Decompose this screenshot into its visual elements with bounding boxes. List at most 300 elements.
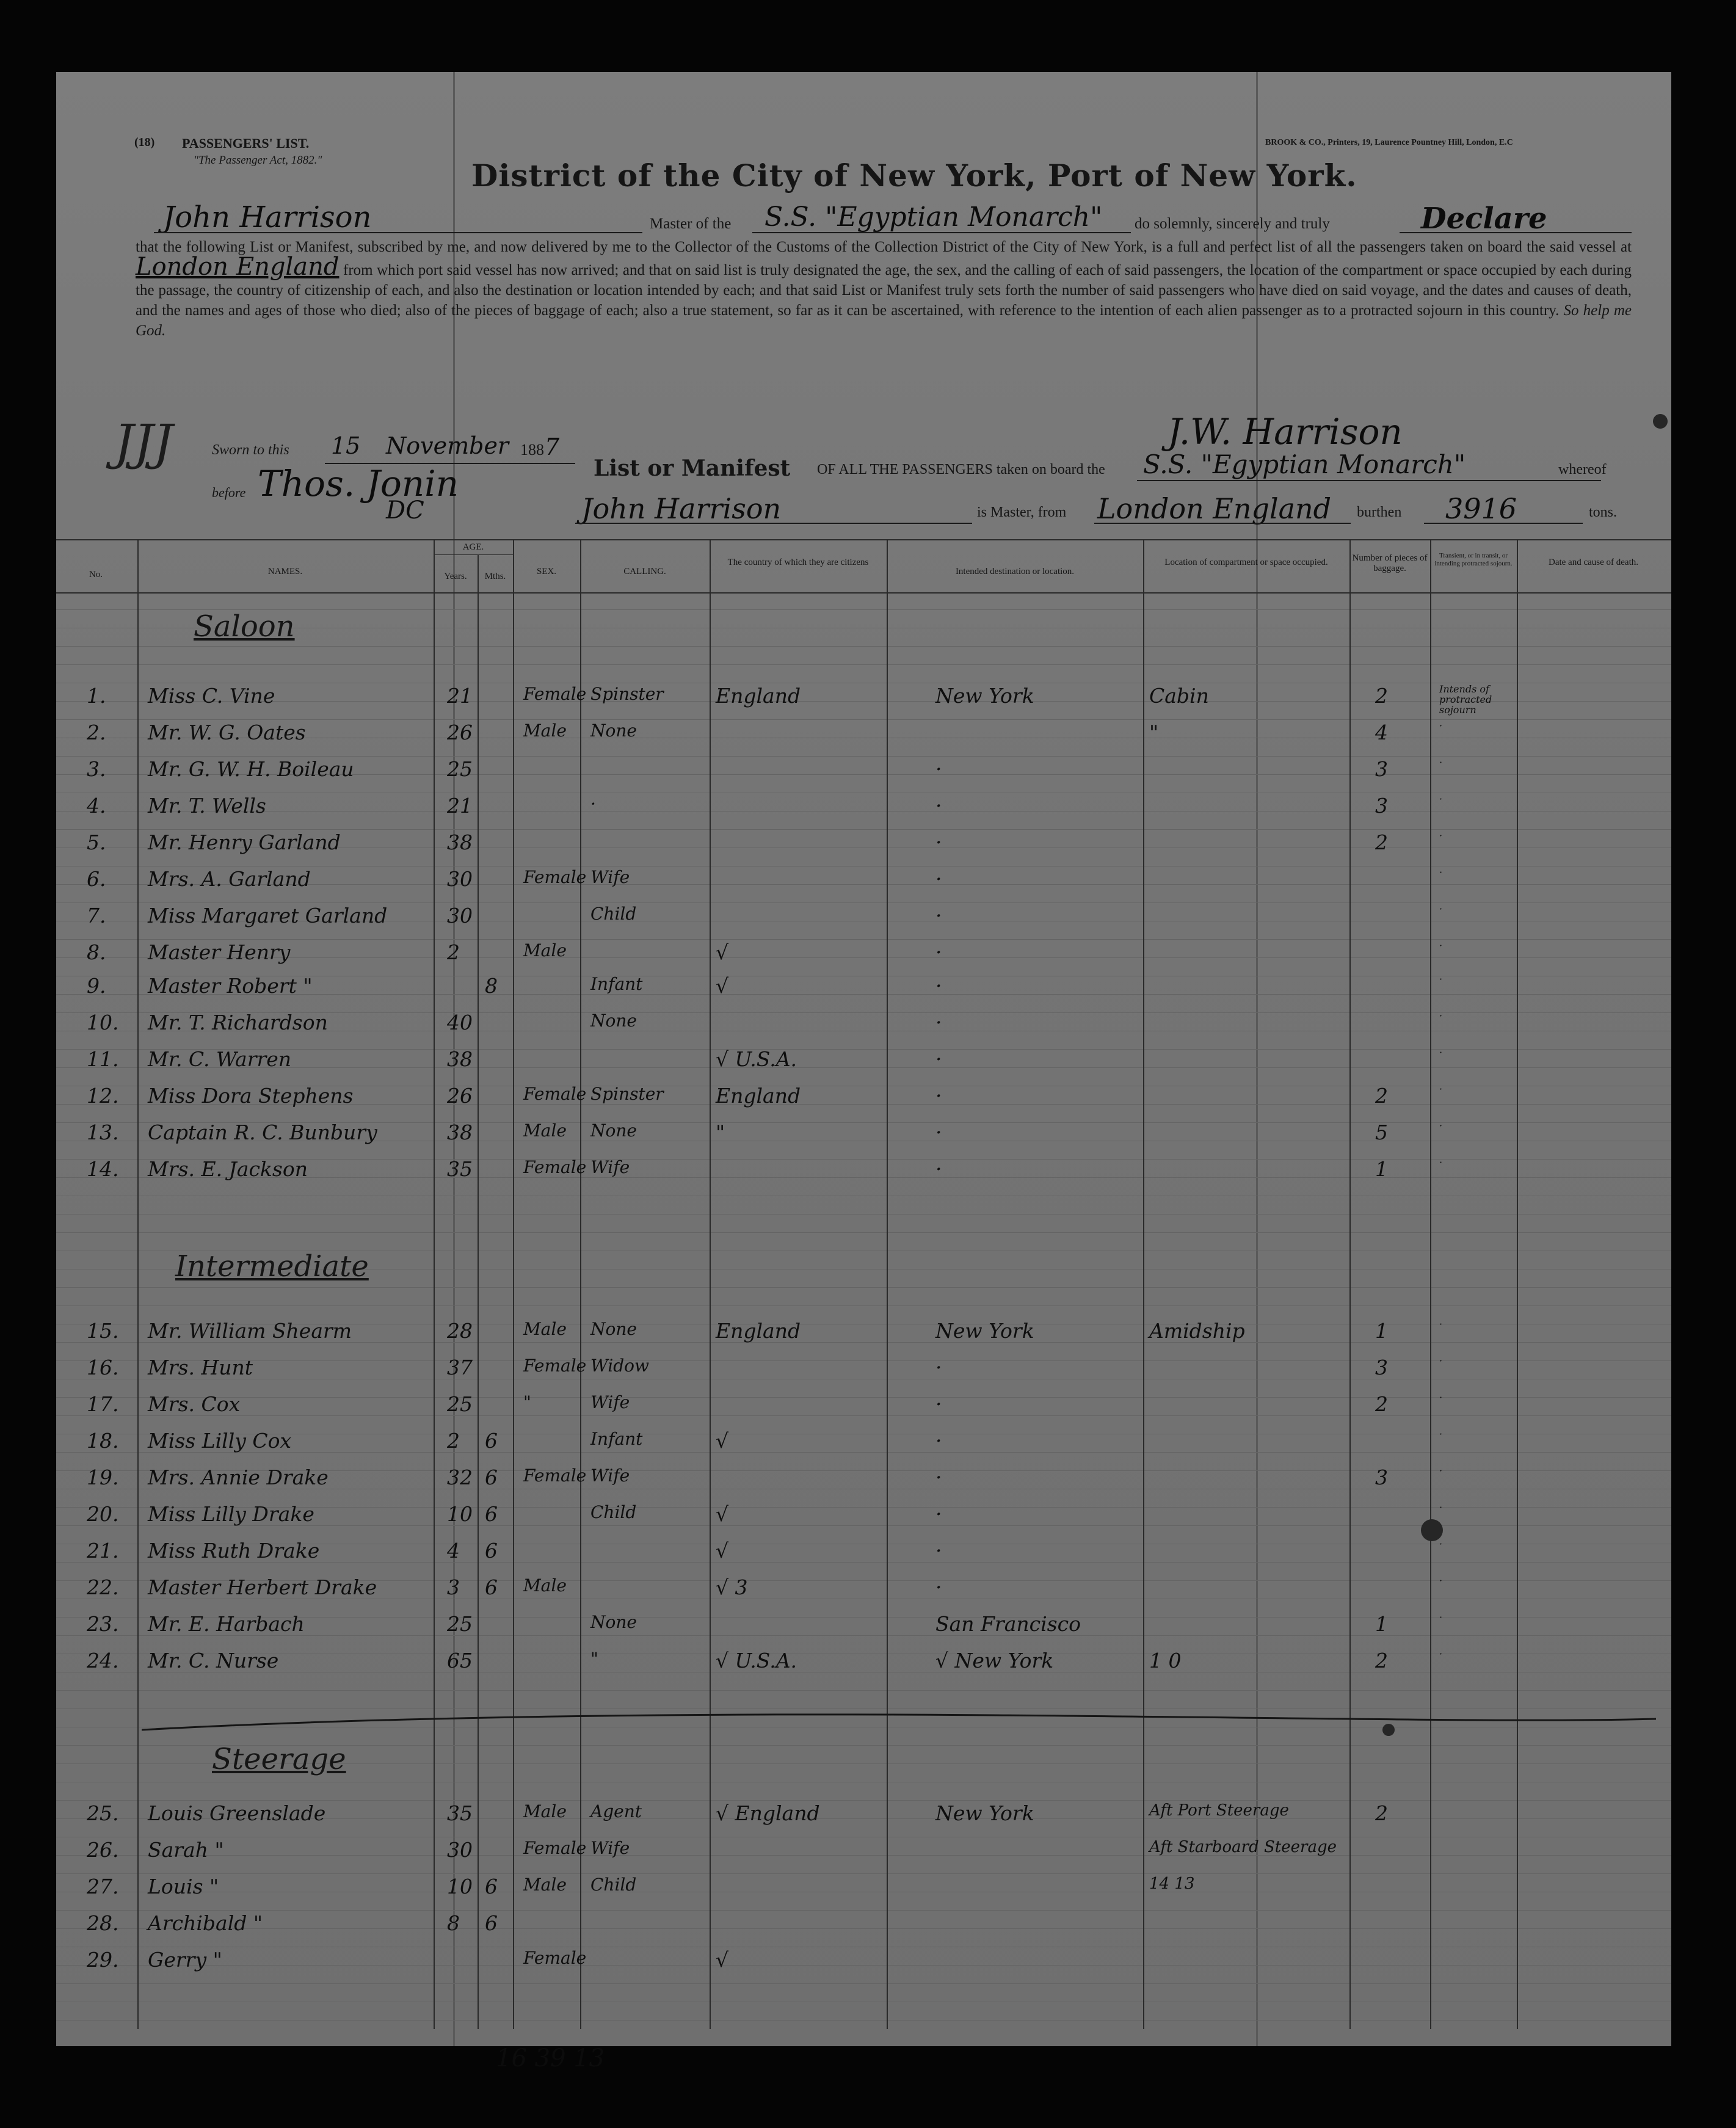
passenger-name: Mr. William Shearm <box>148 1319 352 1343</box>
calling: Agent <box>590 1801 642 1821</box>
age-years: 2 <box>447 1429 460 1453</box>
citizenship: England <box>716 1084 801 1108</box>
section-saloon: Saloon <box>194 609 295 644</box>
row-number: 17. <box>87 1392 119 1416</box>
passenger-name: Miss Lilly Drake <box>148 1502 314 1526</box>
baggage-count: 2 <box>1375 1801 1388 1825</box>
destination: · <box>935 830 942 854</box>
transient-note: · <box>1439 1538 1443 1550</box>
col-years: Years. <box>444 572 467 581</box>
passenger-act: "The Passenger Act, 1882." <box>194 154 322 167</box>
calling: Wife <box>590 1392 630 1412</box>
fold-line <box>1256 72 1258 2046</box>
sex: Male <box>523 1801 567 1821</box>
row-number: 16. <box>87 1356 119 1379</box>
row-number: 12. <box>87 1084 119 1108</box>
destination: New York <box>935 1801 1034 1825</box>
row-number: 22. <box>87 1575 119 1599</box>
destination: · <box>935 757 942 781</box>
officer-signature: Thos. Jonin <box>258 463 459 504</box>
calling: " <box>590 1649 598 1669</box>
row-number: 6. <box>87 867 106 891</box>
separator-stroke <box>142 1712 1668 1736</box>
calling: Infant <box>590 974 643 994</box>
citizenship: England <box>716 1319 801 1343</box>
transient-note: · <box>1439 1465 1443 1476</box>
transient-note: · <box>1439 1648 1443 1660</box>
age-years: 35 <box>447 1157 473 1181</box>
destination: · <box>935 940 942 964</box>
age-years: 10 <box>447 1502 473 1526</box>
baggage-count: 2 <box>1375 684 1388 708</box>
tons-label: tons. <box>1589 504 1618 520</box>
calling: Wife <box>590 1465 630 1486</box>
destination: · <box>935 1502 942 1526</box>
transient-note: · <box>1439 1010 1443 1022</box>
transient-note: · <box>1439 1502 1443 1513</box>
age-years: 21 <box>447 684 473 708</box>
compartment: 1 0 <box>1149 1649 1182 1672</box>
citizenship: √ <box>716 1948 729 1972</box>
transient-note: · <box>1439 973 1443 985</box>
ruled-line <box>56 1800 1671 1801</box>
baggage-count: 5 <box>1375 1120 1388 1144</box>
row-number: 13. <box>87 1120 119 1144</box>
sex: Female <box>523 1838 587 1858</box>
fill-line <box>1424 523 1583 524</box>
ruled-line <box>56 1873 1671 1874</box>
row-number: 27. <box>87 1875 119 1898</box>
age-years: 3 <box>447 1575 460 1599</box>
row-number: 25. <box>87 1801 119 1825</box>
calling: None <box>590 1319 637 1339</box>
transient-note: · <box>1439 1611 1443 1623</box>
age-years: 10 <box>447 1875 473 1898</box>
citizenship: √ <box>716 1539 729 1563</box>
transient-note: · <box>1439 1355 1443 1367</box>
column-divider <box>137 539 139 2029</box>
column-divider <box>1430 539 1431 2029</box>
passenger-name: Mr. E. Harbach <box>148 1612 305 1636</box>
passenger-name: Miss C. Vine <box>148 684 275 708</box>
age-months: 6 <box>485 1539 498 1563</box>
transient-note: · <box>1439 757 1443 768</box>
officer-suffix: DC <box>386 496 424 525</box>
printer-line: BROOK & CO., Printers, 19, Laurence Pountney Hill, London, E.C <box>1265 138 1513 147</box>
ruled-line <box>56 902 1671 903</box>
passenger-name: Miss Dora Stephens <box>148 1084 354 1108</box>
is-master-from: is Master, from <box>977 504 1067 520</box>
col-age: AGE. <box>462 542 484 552</box>
calling: None <box>590 721 637 741</box>
age-months: 6 <box>485 1911 498 1935</box>
citizenship: √ 3 <box>716 1575 748 1599</box>
col-transient: Transient, or in transit, or intending protracted sojourn. <box>1434 552 1513 567</box>
ship-name: S.S. "Egyptian Monarch" <box>764 202 1103 233</box>
compartment: Aft Starboard Steerage <box>1149 1838 1337 1856</box>
citizenship: √ U.S.A. <box>716 1649 797 1672</box>
ruled-line <box>56 1690 1671 1691</box>
ruled-line <box>56 1232 1671 1233</box>
age-years: 2 <box>447 940 460 964</box>
row-number: 19. <box>87 1465 119 1489</box>
calling: Child <box>590 1502 637 1522</box>
row-number: 7. <box>87 904 106 928</box>
col-mths: Mths. <box>484 572 506 581</box>
sworn-label: Sworn to this <box>212 442 289 458</box>
col-names: NAMES. <box>267 567 303 576</box>
destination: · <box>935 1120 942 1144</box>
calling: Wife <box>590 867 630 887</box>
so-help-me-god: So help me God. <box>136 302 1632 339</box>
ruled-line <box>56 829 1671 830</box>
row-number: 14. <box>87 1157 119 1181</box>
sworn-year-prefix: 188 <box>520 441 544 459</box>
sex: Male <box>523 1120 567 1141</box>
row-number: 2. <box>87 721 106 744</box>
destination: · <box>935 1392 942 1416</box>
citizenship: England <box>716 684 801 708</box>
ruled-line <box>56 1397 1671 1398</box>
whereof: whereof <box>1558 462 1607 478</box>
row-number: 21. <box>87 1539 119 1563</box>
passenger-name: Gerry " <box>148 1948 222 1972</box>
row-number: 20. <box>87 1502 119 1526</box>
age-years: 38 <box>447 830 473 854</box>
declare-word: Declare <box>1421 202 1547 236</box>
calling: None <box>590 1612 637 1632</box>
transient-note: · <box>1439 1318 1443 1330</box>
passenger-name: Mrs. Hunt <box>148 1356 253 1379</box>
passenger-name: Archibald " <box>148 1911 263 1935</box>
calling: Spinster <box>590 1084 664 1104</box>
calling: Widow <box>590 1356 649 1376</box>
ruled-line <box>56 2020 1671 2021</box>
ruled-line <box>56 701 1671 702</box>
citizenship: √ <box>716 1429 729 1453</box>
destination: · <box>935 1084 942 1108</box>
col-baggage: Number of pieces of baggage. <box>1352 553 1428 573</box>
row-number: 29. <box>87 1948 119 1972</box>
age-subheader-rule <box>434 554 513 555</box>
age-months: 6 <box>485 1575 498 1599</box>
col-death: Date and cause of death. <box>1548 557 1638 567</box>
burthen-label: burthen <box>1357 504 1402 520</box>
manifest-sheet <box>56 72 1671 2072</box>
destination: · <box>935 1575 942 1599</box>
transient-note: · <box>1439 1157 1443 1168</box>
ruled-line <box>56 811 1671 812</box>
baggage-count: 2 <box>1375 1392 1388 1416</box>
baggage-count: 2 <box>1375 830 1388 854</box>
fill-line <box>1094 523 1351 524</box>
calling: Infant <box>590 1429 643 1449</box>
passenger-name: Master Henry <box>148 940 291 964</box>
fill-line <box>1400 232 1632 233</box>
destination: · <box>935 1047 942 1071</box>
age-years: 26 <box>447 721 473 744</box>
destination: · <box>935 1011 942 1034</box>
sex: Female <box>523 867 587 887</box>
fill-line <box>575 523 972 524</box>
destination: · <box>935 1465 942 1489</box>
age-years: 32 <box>447 1465 473 1489</box>
row-number: 9. <box>87 974 106 998</box>
row-number: 10. <box>87 1011 119 1034</box>
baggage-count: 3 <box>1375 1356 1388 1379</box>
ink-blot <box>1421 1519 1443 1541</box>
district-title: District of the City of New York, Port of New York. <box>471 158 1357 194</box>
manifest-master: John Harrison <box>581 492 782 525</box>
ruled-line <box>56 1049 1671 1050</box>
age-years: 25 <box>447 1392 473 1416</box>
notary-initials: JJJ <box>114 414 173 471</box>
transient-note: · <box>1439 1047 1443 1058</box>
citizenship: √ England <box>716 1801 820 1825</box>
baggage-count: 4 <box>1375 721 1388 744</box>
calling: Child <box>590 1875 637 1895</box>
row-number: 5. <box>87 830 106 854</box>
citizenship: " <box>716 1120 725 1144</box>
destination: New York <box>935 1319 1034 1343</box>
destination: √ New York <box>935 1649 1054 1672</box>
row-number: 26. <box>87 1838 119 1862</box>
transient-note: · <box>1439 1575 1443 1586</box>
row-number: 18. <box>87 1429 119 1453</box>
row-number: 4. <box>87 794 106 818</box>
row-number: 11. <box>87 1047 119 1071</box>
manifest-text: OF ALL THE PASSENGERS taken on board the <box>817 462 1105 478</box>
calling: Child <box>590 904 637 924</box>
destination: · <box>935 794 942 818</box>
age-years: 4 <box>447 1539 460 1563</box>
passenger-name: Mr. W. G. Oates <box>148 721 306 744</box>
age-years: 38 <box>447 1120 473 1144</box>
transient-note: · <box>1439 793 1443 805</box>
passenger-name: Mrs. Annie Drake <box>148 1465 329 1489</box>
form-number: (18) <box>134 136 155 149</box>
sex: Female <box>523 1356 587 1376</box>
manifest-ship: S.S. "Egyptian Monarch" <box>1143 449 1466 479</box>
citizenship: √ <box>716 974 729 998</box>
declaration-text-3: that the following List or Manifest, subscribed by me, and now delivered by me to the Collector of the Customs of the Collection District of the City of New York, is a full and perfect list of all the passengers taken on board the said vessel at <box>136 239 1632 255</box>
ruled-line <box>56 664 1671 665</box>
transient-note: Intends of protracted sojourn <box>1439 683 1492 716</box>
ruled-line <box>56 1305 1671 1306</box>
destination: · <box>935 867 942 891</box>
row-number: 28. <box>87 1911 119 1935</box>
ruled-line <box>56 957 1671 958</box>
sex: Female <box>523 684 587 704</box>
col-location: Location of compartment or space occupied. <box>1164 557 1328 567</box>
baggage-count: 1 <box>1375 1157 1388 1181</box>
section-intermediate: Intermediate <box>175 1249 369 1284</box>
ruled-line <box>56 719 1671 720</box>
ruled-line <box>56 1360 1671 1361</box>
baggage-count: 2 <box>1375 1084 1388 1108</box>
transient-note: · <box>1439 1120 1443 1131</box>
declaration-text-1: Master of the <box>650 216 732 232</box>
destination: New York <box>935 684 1034 708</box>
calling: · <box>590 794 596 814</box>
departure-port: London England <box>136 253 340 281</box>
passenger-name: Miss Lilly Cox <box>148 1429 292 1453</box>
age-years: 21 <box>447 794 473 818</box>
transient-note: · <box>1439 1083 1443 1095</box>
passenger-name: Master Robert " <box>148 974 313 998</box>
ruled-line <box>56 1983 1671 1984</box>
transient-note: · <box>1439 1392 1443 1403</box>
age-years: 38 <box>447 1047 473 1071</box>
ruled-line <box>56 1855 1671 1856</box>
ruled-line <box>56 1928 1671 1929</box>
sex: Female <box>523 1157 587 1177</box>
passenger-name: Mr. Henry Garland <box>148 830 341 854</box>
header-bottom-rule <box>56 592 1671 594</box>
calling: Wife <box>590 1157 630 1177</box>
sex: Male <box>523 940 567 961</box>
sex: Male <box>523 721 567 741</box>
sworn-year-suffix: 7 <box>545 434 560 460</box>
age-months: 8 <box>485 974 498 998</box>
passenger-name: Mr. G. W. H. Boileau <box>148 757 354 781</box>
citizenship: √ <box>716 940 729 964</box>
declaration-text-4: from which port said vessel has now arrived; and that on said list is truly designated the age, the sex, and the calling of each of said passengers, the location of the compartment or space occupied by each during the passage, the country of citizenship of each, and also the destination or location intended by each; and that said List or Manifest truly sets forth the number of said passengers who have died on said voyage, and the dates and causes of death, and the names and ages of those who died; also of the pieces of baggage of each; also a true statement, so far as it can be ascertained, with reference to the intention of each alien passenger as to a protracted sojourn in this country. <box>136 262 1632 319</box>
age-years: 65 <box>447 1649 473 1672</box>
baggage-count: 2 <box>1375 1649 1388 1672</box>
compartment: " <box>1149 721 1159 744</box>
age-years: 26 <box>447 1084 473 1108</box>
column-divider <box>434 539 435 2029</box>
row-number: 1. <box>87 684 106 708</box>
citizenship: √ <box>716 1502 729 1526</box>
baggage-count: 3 <box>1375 794 1388 818</box>
passenger-name: Louis " <box>148 1875 219 1898</box>
sex: " <box>523 1392 531 1412</box>
passenger-name: Louis Greenslade <box>148 1801 326 1825</box>
column-divider <box>580 539 581 2029</box>
sex: Female <box>523 1084 587 1104</box>
ruled-line <box>56 1910 1671 1911</box>
passenger-name: Miss Ruth Drake <box>148 1539 320 1563</box>
ruled-line <box>56 1214 1671 1215</box>
passenger-name: Mr. T. Wells <box>148 794 266 818</box>
calling: Wife <box>590 1838 630 1858</box>
column-divider <box>887 539 888 2029</box>
fill-line <box>752 232 1131 233</box>
row-number: 15. <box>87 1319 119 1343</box>
column-divider <box>1143 539 1144 2029</box>
ruled-line <box>56 1067 1671 1068</box>
ruled-line <box>56 609 1671 610</box>
age-months: 6 <box>485 1429 498 1453</box>
ruled-line <box>56 646 1671 647</box>
column-totals: 16 39 13 <box>496 2044 605 2072</box>
ruled-line <box>56 1965 1671 1966</box>
row-number: 23. <box>87 1612 119 1636</box>
sex: Male <box>523 1575 567 1596</box>
row-number: 8. <box>87 940 106 964</box>
manifest-label: List or Manifest <box>594 456 791 481</box>
ink-dot <box>1382 1724 1395 1736</box>
form-title: PASSENGERS' LIST. <box>182 136 310 151</box>
baggage-count: 1 <box>1375 1612 1388 1636</box>
age-years: 35 <box>447 1801 473 1825</box>
passenger-name: Sarah " <box>148 1838 224 1862</box>
fill-line <box>1137 480 1601 481</box>
ruled-line <box>56 1452 1671 1453</box>
sex: Female <box>523 1465 587 1486</box>
column-divider <box>478 554 479 2029</box>
destination: · <box>935 1157 942 1181</box>
destination: · <box>935 904 942 928</box>
ruled-line <box>56 1287 1671 1288</box>
passenger-name: Master Herbert Drake <box>148 1575 377 1599</box>
col-country: The country of which they are citizens <box>727 557 869 567</box>
passenger-name: Mrs. A. Garland <box>148 867 311 891</box>
sworn-day: 15 <box>331 432 361 459</box>
baggage-count: 1 <box>1375 1319 1388 1343</box>
burthen-value: 3916 <box>1445 492 1517 525</box>
calling: Spinster <box>590 684 664 704</box>
compartment: 14 13 <box>1149 1875 1195 1893</box>
age-years: 30 <box>447 867 473 891</box>
transient-note: · <box>1439 830 1443 841</box>
transient-note: · <box>1439 940 1443 951</box>
passenger-name: Mr. C. Warren <box>148 1047 292 1071</box>
fill-line <box>154 232 642 233</box>
age-months: 6 <box>485 1465 498 1489</box>
col-calling: CALLING. <box>623 567 666 576</box>
ruled-line <box>56 939 1671 940</box>
column-divider <box>1349 539 1351 2029</box>
transient-note: · <box>1439 720 1443 732</box>
destination: · <box>935 1429 942 1453</box>
sworn-month: November <box>386 432 509 459</box>
calling: None <box>590 1011 637 1031</box>
compartment: Cabin <box>1149 684 1209 708</box>
age-years: 25 <box>447 757 473 781</box>
passenger-name: Miss Margaret Garland <box>148 904 388 928</box>
baggage-count: 3 <box>1375 1465 1388 1489</box>
compartment: Aft Port Steerage <box>1149 1801 1289 1820</box>
row-number: 24. <box>87 1649 119 1672</box>
sex: Male <box>523 1319 567 1339</box>
table-top-rule <box>56 539 1671 540</box>
age-years: 25 <box>447 1612 473 1636</box>
passenger-name: Mrs. E. Jackson <box>148 1157 308 1181</box>
age-years: 8 <box>447 1911 460 1935</box>
age-months: 6 <box>485 1502 498 1526</box>
ruled-line <box>56 756 1671 757</box>
passenger-name: Mrs. Cox <box>148 1392 241 1416</box>
baggage-count: 3 <box>1375 757 1388 781</box>
declaration-text-2: do solemnly, sincerely and truly <box>1135 216 1330 232</box>
column-divider <box>710 539 711 2029</box>
compartment: Amidship <box>1149 1319 1245 1343</box>
sex: Female <box>523 1948 587 1968</box>
declaration-paragraph <box>136 237 1632 341</box>
passenger-name: Mr. T. Richardson <box>148 1011 328 1034</box>
age-years: 37 <box>447 1356 473 1379</box>
destination: San Francisco <box>935 1612 1081 1636</box>
passenger-name: Mr. C. Nurse <box>148 1649 279 1672</box>
ruled-line <box>56 1415 1671 1416</box>
calling: None <box>590 1120 637 1141</box>
age-years: 30 <box>447 1838 473 1862</box>
age-years: 28 <box>447 1319 473 1343</box>
age-years: 40 <box>447 1011 473 1034</box>
